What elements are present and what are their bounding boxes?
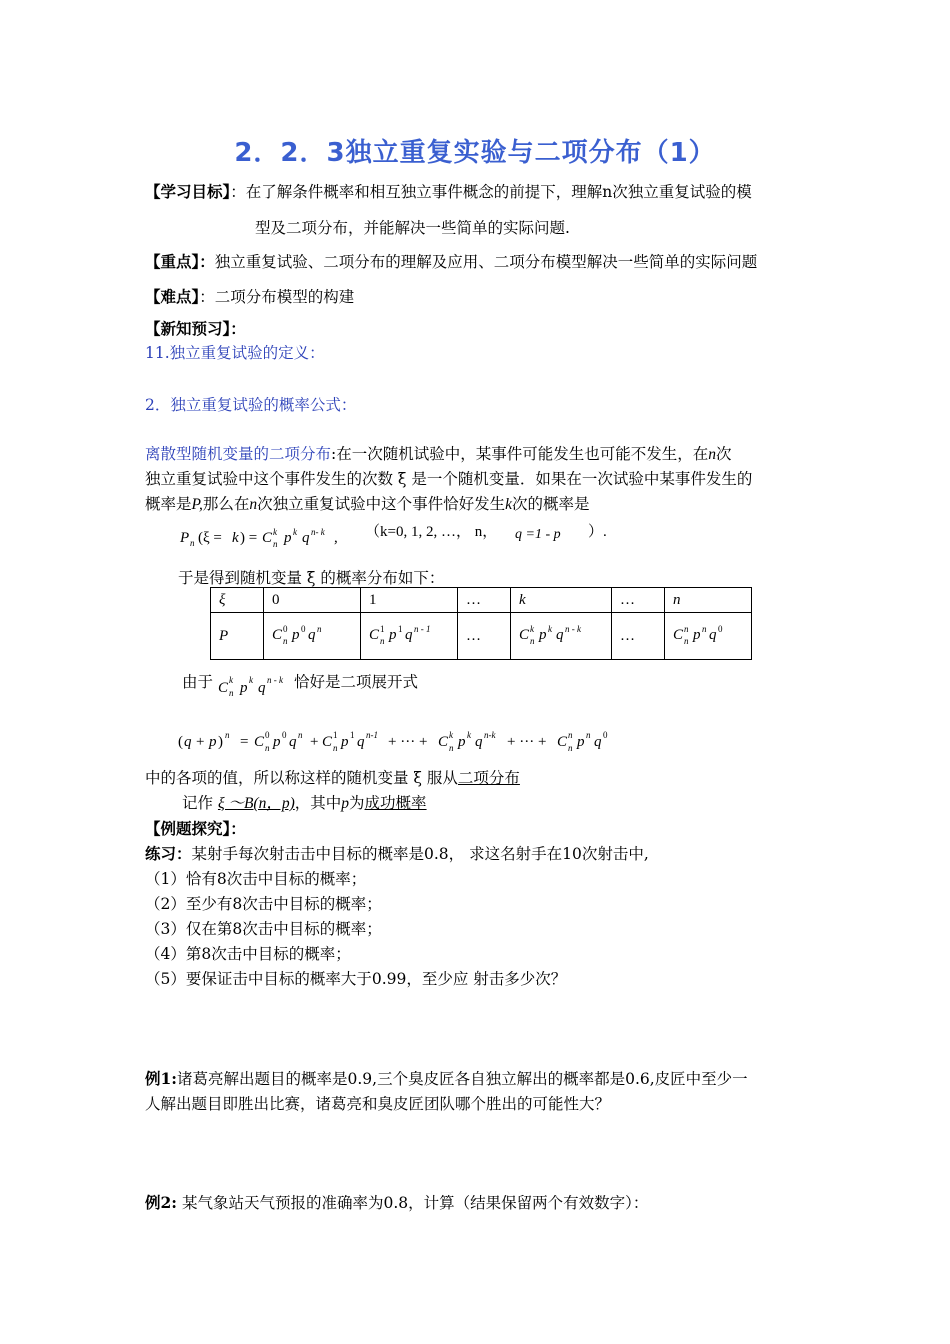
svg-text:k: k (449, 730, 453, 740)
table-cell-ellipsis-1: … (458, 613, 511, 660)
practice-q2: （2）至少有8次击中目标的概率； (145, 895, 382, 913)
svg-text:,: , (334, 530, 338, 546)
svg-text:q: q (594, 734, 602, 750)
binomial-term: 离散型随机变量的二项分布 (145, 445, 332, 463)
svg-text:C: C (519, 626, 530, 643)
svg-text:0: 0 (283, 623, 288, 634)
svg-text:q: q (357, 734, 365, 750)
svg-text:0: 0 (265, 730, 270, 740)
svg-text:n - k: n - k (565, 623, 581, 634)
practice-line (145, 842, 649, 864)
notation-wei: 为 (349, 794, 365, 812)
svg-text:0: 0 (282, 730, 287, 740)
svg-text:n: n (283, 635, 288, 646)
table-header-ellipsis-2: … (612, 588, 665, 613)
svg-text:n: n (333, 743, 338, 753)
binomial-line-1 (145, 442, 732, 464)
terms-line-text: 中的各项的值，所以称这样的随机变量 ξ 服从 (145, 769, 458, 787)
svg-text:p: p (284, 530, 292, 546)
svg-text:n-1: n-1 (366, 730, 378, 740)
example-1-line-2: 人解出题目即胜出比赛，诸葛亮和臭皮匠团队哪个胜出的可能性大？ (145, 1095, 611, 1113)
svg-text:p: p (209, 734, 217, 750)
svg-text:(ξ =: (ξ = (198, 530, 222, 546)
practice-q4: （4）第8次击中目标的概率； (145, 945, 351, 963)
binomial-formula (178, 524, 348, 550)
svg-text:P: P (180, 530, 190, 546)
svg-text:n: n (530, 635, 535, 646)
binomial-line-3c: 次独立重复试验中这个事件恰好发生 (257, 495, 506, 513)
svg-text:n: n (568, 743, 573, 753)
formula-q: q =1 - p (515, 527, 561, 542)
svg-text:n: n (568, 730, 573, 740)
example-1-text-1: 诸葛亮解出题目的概率是0.9,三个臭皮匠各自独立解出的概率都是0.6,皮匠中至少一 (177, 1070, 748, 1088)
term-c-n-k (519, 622, 599, 646)
terms-line (145, 766, 520, 788)
table-row-header (211, 588, 752, 613)
item-1-definition: 11.独立重复试验的定义： (145, 344, 325, 362)
notation-mid: ，其中 (294, 794, 342, 812)
svg-text:C: C (438, 734, 449, 750)
svg-text:1: 1 (380, 623, 385, 634)
formula-end: ）. (588, 524, 607, 540)
practice-text: 某射手每次射击击中目标的概率是0.8， 求这名射手在10次射击中, (191, 845, 649, 863)
table-row-label: P (211, 613, 264, 660)
binomial-n: n (708, 446, 716, 463)
term-c-n-n (673, 622, 739, 646)
binomial-line-2: 独立重复试验中这个事件发生的次数 ξ 是一个随机变量．如果在一次试验中某事件发生的 (145, 470, 753, 488)
svg-text:n: n (229, 688, 234, 698)
svg-text:n: n (298, 730, 303, 740)
svg-text:k: k (229, 675, 233, 685)
svg-text:n: n (702, 623, 707, 634)
binomial-line-3d: 次的概率是 (512, 495, 590, 513)
svg-text:+: + (310, 734, 319, 750)
svg-text:): ) (218, 734, 223, 750)
svg-text:p: p (292, 626, 300, 643)
svg-text:q: q (475, 734, 483, 750)
example-1-label: 例1: (145, 1069, 178, 1088)
svg-text:C: C (322, 734, 333, 750)
page-title: 2．2．3独立重复实验与二项分布（1） (234, 138, 716, 168)
table-row-probability (211, 613, 752, 660)
svg-text:p: p (273, 734, 281, 750)
youyu-term (216, 670, 296, 698)
formula-range: （k=0, 1, 2, …， n， (365, 524, 498, 540)
svg-text:+ ··· +: + ··· + (507, 734, 547, 750)
svg-text:+: + (196, 734, 205, 750)
svg-text:p: p (539, 626, 547, 643)
keypoint-text: 独立重复试验、二项分布的理解及应用、二项分布模型解决一些简单的实际问题 (214, 253, 758, 271)
svg-text:C: C (254, 734, 265, 750)
example-2-line (145, 1191, 648, 1213)
preview-heading: 【新知预习】： (145, 319, 246, 338)
svg-text:=: = (240, 734, 249, 750)
practice-label: 练习： (145, 844, 192, 863)
svg-text:C: C (369, 626, 380, 643)
table-header-ellipsis-1: … (458, 588, 511, 613)
svg-text:n: n (380, 635, 385, 646)
svg-text:q: q (709, 626, 717, 643)
practice-q3: （3）仅在第8次击中目标的概率； (145, 920, 382, 938)
svg-text:p: p (693, 626, 701, 643)
svg-text:n: n (684, 635, 689, 646)
binomial-line-1-rest: :在一次随机试验中，某事件可能发生也可能不发生，在 (331, 445, 709, 463)
svg-text:p: p (341, 734, 349, 750)
table-header-0: 0 (264, 588, 361, 613)
binomial-expansion (176, 726, 636, 756)
svg-text:p: p (240, 680, 248, 696)
goal-label: 【学习目标】 (145, 182, 231, 201)
example-1-line-1 (145, 1067, 748, 1089)
svg-text:p: p (458, 734, 466, 750)
svg-text:n: n (273, 539, 278, 549)
binomial-line-3a: 概率是 (145, 495, 192, 513)
notation-p: p (341, 795, 350, 812)
practice-q1: （1）恰有8次击中目标的概率； (145, 870, 367, 888)
svg-text:+ ··· +: + ··· + (388, 734, 428, 750)
svg-text:k: k (467, 730, 471, 740)
example-2-label: 例2: (145, 1193, 178, 1212)
svg-text:q: q (405, 626, 413, 643)
explore-heading: 【例题探究】： (145, 819, 246, 838)
practice-q5: （5）要保证击中目标的概率大于0.99，至少应 射击多少次？ (145, 970, 567, 988)
svg-text:q: q (308, 626, 316, 643)
svg-text:C: C (272, 626, 283, 643)
svg-text:p: p (389, 626, 397, 643)
svg-text:n - 1: n - 1 (414, 623, 431, 634)
binomial-distribution-term: 二项分布 (457, 769, 520, 787)
table-header-n: n (665, 588, 752, 613)
distribution-intro: 于是得到随机变量 ξ 的概率分布如下： (178, 569, 445, 587)
youyu-label: 由于 (182, 673, 214, 691)
goal-sep: ： (230, 183, 246, 201)
item-2-formula: 2．独立重复试验的概率公式： (145, 396, 357, 414)
svg-text:C: C (673, 626, 684, 643)
distribution-table (210, 587, 752, 660)
svg-text:n: n (225, 730, 230, 740)
keypoint-label: 【重点】 (145, 252, 200, 271)
difficulty-sep: ： (199, 288, 215, 306)
svg-text:n-k: n-k (484, 730, 496, 740)
svg-text:n: n (449, 743, 454, 753)
table-cell-p0 (264, 613, 361, 660)
table-cell-pn (665, 613, 752, 660)
binomial-n-2: n (249, 496, 258, 513)
term-c-n-0 (272, 622, 342, 646)
svg-text:p: p (577, 734, 585, 750)
svg-text:C: C (557, 734, 568, 750)
binomial-k: k (505, 496, 513, 513)
svg-text:n: n (684, 623, 689, 634)
table-cell-pk (511, 613, 612, 660)
svg-text:k: k (273, 527, 277, 537)
svg-text:k: k (249, 675, 253, 685)
svg-text:C: C (262, 530, 273, 546)
success-probability-term: 成功概率 (364, 794, 427, 812)
binomial-formula-graphic (178, 524, 348, 550)
svg-text:q: q (258, 680, 266, 696)
table-cell-p1 (361, 613, 458, 660)
binomial-line-3 (145, 492, 590, 514)
svg-text:n: n (190, 538, 195, 548)
goal-text-2: 型及二项分布，并能解决一些简单的实际问题. (255, 219, 570, 237)
svg-text:n - k: n - k (267, 675, 283, 685)
svg-text:(: ( (178, 734, 183, 750)
svg-text:q: q (302, 530, 310, 546)
table-cell-ellipsis-2: … (612, 613, 665, 660)
table-header-1: 1 (361, 588, 458, 613)
table-header-xi: ξ (211, 588, 264, 613)
svg-text:1: 1 (350, 730, 355, 740)
svg-text:1: 1 (333, 730, 338, 740)
svg-text:k: k (548, 623, 552, 634)
goal-line-1 (145, 180, 752, 202)
svg-text:) =: ) = (240, 530, 258, 546)
svg-text:0: 0 (301, 623, 306, 634)
svg-text:q: q (184, 734, 192, 750)
keypoint-sep: ： (199, 252, 215, 271)
svg-text:n: n (586, 730, 591, 740)
example-2-text: 某气象站天气预报的准确率为0.8，计算（结果保留两个有效数字）： (181, 1194, 649, 1212)
svg-text:0: 0 (718, 623, 723, 634)
notation-formula: ξ ～B(n，p) (217, 795, 295, 812)
notation-label: 记作 (182, 794, 214, 812)
svg-text:k: k (232, 530, 239, 546)
svg-text:n: n (265, 743, 270, 753)
binomial-P: P, (191, 496, 203, 513)
binomial-line-3b: 那么在 (202, 495, 250, 513)
table-header-k: k (511, 588, 612, 613)
binomial-ci: 次 (716, 445, 732, 463)
term-c-n-1 (369, 622, 449, 646)
svg-text:1: 1 (398, 623, 403, 634)
difficulty-line (145, 285, 354, 307)
goal-text-1: 在了解条件概率和相互独立事件概念的前提下，理解n次独立重复试验的模 (245, 183, 752, 201)
svg-text:n- k: n- k (311, 527, 325, 537)
youyu-rest: 恰好是二项展开式 (294, 673, 419, 691)
svg-text:0: 0 (603, 730, 608, 740)
svg-text:q: q (556, 626, 564, 643)
svg-text:k: k (293, 527, 297, 537)
difficulty-text: 二项分布模型的构建 (214, 288, 355, 306)
svg-text:q: q (289, 734, 297, 750)
svg-text:n: n (317, 623, 322, 634)
difficulty-label: 【难点】 (145, 287, 200, 306)
svg-text:C: C (218, 680, 229, 696)
svg-text:k: k (530, 623, 534, 634)
keypoint-line (145, 250, 757, 272)
notation-line (182, 791, 427, 813)
